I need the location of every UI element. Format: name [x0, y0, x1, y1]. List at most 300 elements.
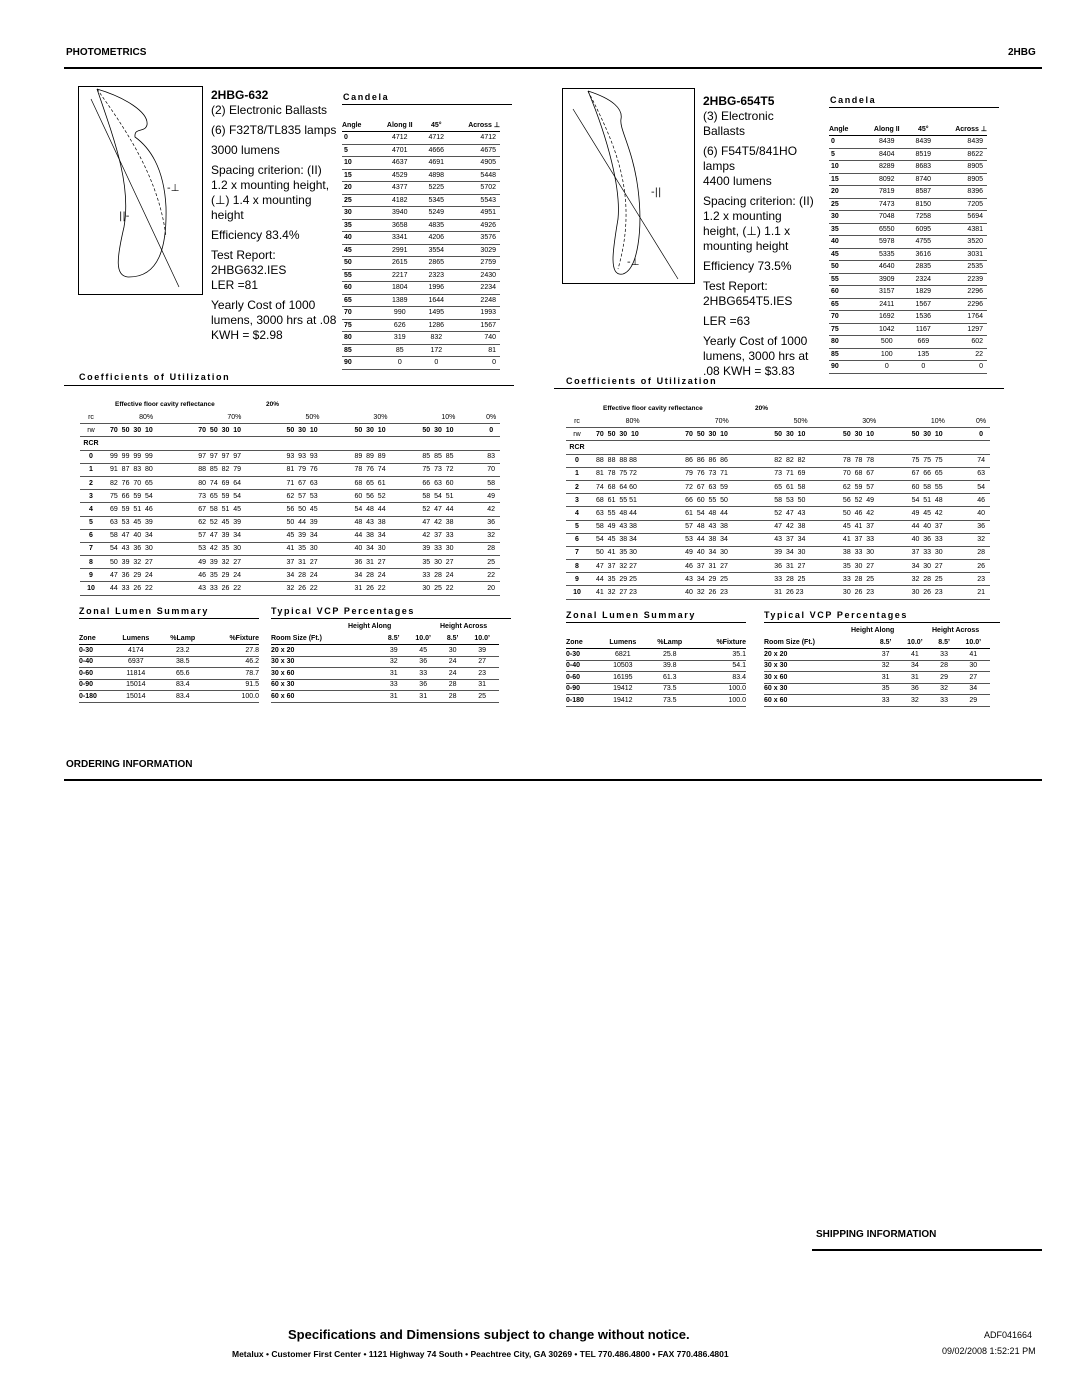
- candela-row: [829, 311, 987, 324]
- vcp-row: [271, 668, 499, 680]
- cu-values: 79 76 73 71: [677, 467, 766, 480]
- candela-value: 2217: [381, 269, 418, 282]
- candela-value: 4951: [455, 207, 500, 220]
- rc-10: 10%: [414, 411, 482, 424]
- zonal-value: 27.8: [205, 645, 259, 657]
- spec-lamps: (6) F54T5/841HO lamps: [703, 144, 798, 173]
- zonal-zone: 0-30: [79, 645, 111, 657]
- candela-row: [342, 344, 500, 357]
- candela-value: 8622: [942, 148, 987, 161]
- vcp-value: 27: [465, 656, 499, 668]
- candela-row: [342, 194, 500, 207]
- footer-address: Metalux • Customer First Center • 1121 Highway 74 South • Peachtree City, GA 30269 • TEL 770.486.4800 • FAX 770.486.4801: [232, 1349, 729, 1359]
- vcp-room-size: 60 x 60: [764, 695, 873, 707]
- zonal-value: 83.4: [692, 672, 746, 684]
- cu-values: 75 66 59 54: [102, 490, 190, 503]
- cu-values: 46 35 29 24: [190, 569, 278, 582]
- vcp-row: [764, 649, 990, 661]
- cu-values: 68 61 55 51: [588, 494, 677, 507]
- rc-10: 10%: [904, 415, 973, 428]
- rw-30: 50 30 10: [835, 428, 904, 441]
- cu-row: [80, 516, 500, 529]
- doc-id: ADF041664: [984, 1330, 1033, 1340]
- candela-value: 8150: [905, 198, 941, 211]
- cu-rcr: 6: [80, 529, 102, 542]
- cu-rcr: 3: [80, 490, 102, 503]
- vcp-value: 31: [406, 691, 440, 703]
- distribution-diagram: [562, 88, 695, 284]
- cu-rcr: 9: [80, 569, 102, 582]
- candela-value: 990: [381, 307, 418, 320]
- candela-angle: 45: [342, 244, 381, 257]
- candela-row: [342, 269, 500, 282]
- candela-row: [342, 244, 500, 257]
- unit-specs: [211, 88, 337, 343]
- header-rule: [64, 67, 1042, 69]
- spec-test-report: Test Report: 2HBG632.IES: [211, 248, 287, 277]
- cu-values: 41 32 27 23: [588, 586, 677, 599]
- cu-values: 54 48 44: [346, 503, 414, 516]
- vcp-value: 41: [957, 649, 990, 661]
- zonal-zone: 0-180: [79, 691, 111, 703]
- candela-value: 8439: [942, 136, 987, 149]
- candela-value: 1567: [455, 319, 500, 332]
- candela-value: 0: [868, 361, 905, 374]
- cu-values: 36 31 27: [766, 560, 835, 573]
- vcp-value: 31: [381, 691, 406, 703]
- candela-row: [342, 332, 500, 345]
- candela-angle: 0: [829, 136, 868, 149]
- zonal-table: [79, 633, 259, 703]
- cu-values: 36: [972, 520, 990, 533]
- cu-effective-pct: 20%: [266, 401, 280, 408]
- rc-70: 70%: [190, 411, 278, 424]
- zonal-value: 61.3: [647, 672, 692, 684]
- rw-0: 0: [972, 428, 990, 441]
- candela-angle: 35: [829, 223, 868, 236]
- cu-values: 63: [972, 467, 990, 480]
- spec-ballasts: (3) Electronic Ballasts: [703, 109, 774, 138]
- col-fixture: %Fixture: [205, 633, 259, 645]
- cu-row: [566, 494, 990, 507]
- spec-lumens: 4400 lumens: [703, 174, 772, 188]
- candela-value: 6095: [905, 223, 941, 236]
- candela-row: [342, 207, 500, 220]
- zonal-value: 15014: [111, 679, 160, 691]
- zonal-value: 78.7: [205, 668, 259, 680]
- candela-row: [829, 148, 987, 161]
- cu-row: [566, 560, 990, 573]
- zonal-row: [79, 645, 259, 657]
- cu-values: 78 76 74: [346, 463, 414, 476]
- cu-values: 53 42 35 30: [190, 542, 278, 555]
- cu-values: 43 34 29 25: [677, 573, 766, 586]
- vcp-room-size: 60 x 30: [764, 683, 873, 695]
- candela-value: 3576: [455, 232, 500, 245]
- cu-values: 31 26 23: [766, 586, 835, 599]
- cu-values: 88 85 82 79: [190, 463, 278, 476]
- zonal-value: 65.6: [160, 668, 205, 680]
- candela-value: 4377: [381, 182, 418, 195]
- rc-label: rc: [80, 411, 102, 424]
- cu-values: 36: [482, 516, 500, 529]
- cu-values: 86 86 86 86: [677, 454, 766, 467]
- rc-30: 30%: [835, 415, 904, 428]
- zonal-value: 54.1: [692, 660, 746, 672]
- vcp-value: 24: [440, 668, 465, 680]
- candela-title: Candela: [830, 95, 877, 105]
- vcp-value: 23: [465, 668, 499, 680]
- distribution-diagram: [78, 86, 203, 295]
- candela-value: 5543: [455, 194, 500, 207]
- col-across-10: 10.0’: [957, 637, 990, 649]
- vcp-row: [271, 679, 499, 691]
- footer-notice: Specifications and Dimensions subject to change without notice.: [288, 1327, 690, 1342]
- cu-rcr: 8: [566, 560, 588, 573]
- zonal-row: [79, 668, 259, 680]
- candela-angle: 60: [829, 286, 868, 299]
- cu-row: [80, 542, 500, 555]
- cu-values: 61 54 48 44: [677, 507, 766, 520]
- rcr-label: RCR: [80, 437, 102, 450]
- candela-value: 2865: [418, 257, 454, 270]
- cu-row: [566, 520, 990, 533]
- candela-value: 3658: [381, 219, 418, 232]
- zonal-zone: 0-180: [566, 695, 598, 707]
- vcp-height-along: Height Along: [348, 623, 392, 630]
- shipping-rule: [812, 1249, 1042, 1251]
- cu-values: 40 34 30: [346, 542, 414, 555]
- vcp-value: 29: [932, 672, 957, 684]
- candela-value: 4666: [418, 144, 454, 157]
- cu-values: 37 33 30: [904, 546, 973, 559]
- candela-angle: 15: [342, 169, 381, 182]
- zonal-row: [566, 649, 746, 661]
- candela-value: 7258: [905, 211, 941, 224]
- candela-value: 7205: [942, 198, 987, 211]
- candela-value: 4529: [381, 169, 418, 182]
- vcp-value: 36: [406, 679, 440, 691]
- candela-value: 2759: [455, 257, 500, 270]
- rw-30: 50 30 10: [346, 424, 414, 437]
- candela-row: [342, 232, 500, 245]
- cu-rcr: 6: [566, 533, 588, 546]
- candela-value: 5702: [455, 182, 500, 195]
- zonal-value: 73.5: [647, 695, 692, 707]
- vcp-value: 29: [957, 695, 990, 707]
- vcp-room-size: 30 x 60: [271, 668, 381, 680]
- vcp-room-size: 20 x 20: [271, 645, 381, 657]
- spec-efficiency: Efficiency 73.5%: [703, 259, 792, 273]
- vcp-room-size: 20 x 20: [764, 649, 873, 661]
- cu-values: 42: [482, 503, 500, 516]
- cu-values: 33 28 25: [835, 573, 904, 586]
- cu-values: 45 41 37: [835, 520, 904, 533]
- rc-0: 0%: [482, 411, 500, 424]
- cu-row: [80, 582, 500, 595]
- candela-angle: 90: [342, 357, 381, 370]
- spec-yearly-cost: Yearly Cost of 1000 lumens, 3000 hrs at .08 KWH = $2.98: [211, 298, 337, 342]
- candela-value: 7473: [868, 198, 905, 211]
- cu-values: 60 56 52: [346, 490, 414, 503]
- candela-angle: 30: [342, 207, 381, 220]
- zonal-row: [566, 672, 746, 684]
- col-angle: Angle: [829, 123, 868, 136]
- col-across-85: 8.5’: [440, 633, 465, 645]
- cu-values: 57 47 39 34: [190, 529, 278, 542]
- cu-rcr: 10: [80, 582, 102, 595]
- cu-values: 73 65 59 54: [190, 490, 278, 503]
- candela-angle: 45: [829, 248, 868, 261]
- vcp-value: 24: [440, 656, 465, 668]
- candela-value: 3029: [455, 244, 500, 257]
- cu-row: [80, 569, 500, 582]
- candela-value: 319: [381, 332, 418, 345]
- zonal-value: 91.5: [205, 679, 259, 691]
- cu-values: 69 59 51 46: [102, 503, 190, 516]
- cu-row: [566, 507, 990, 520]
- zonal-zone: 0-60: [79, 668, 111, 680]
- cu-title: Coefficients of Utilization: [79, 372, 231, 382]
- zonal-value: 46.2: [205, 656, 259, 668]
- zonal-table: [566, 637, 746, 707]
- cu-row: [566, 546, 990, 559]
- unit-model: 2HBG-654T5: [703, 94, 775, 108]
- candela-value: 2323: [418, 269, 454, 282]
- candela-angle: 0: [342, 132, 381, 145]
- candela-value: 0: [418, 357, 454, 370]
- vcp-value: 41: [898, 649, 931, 661]
- candela-value: 3940: [381, 207, 418, 220]
- vcp-value: 30: [957, 660, 990, 672]
- candela-row: [829, 173, 987, 186]
- candela-row: [829, 236, 987, 249]
- cu-values: 42 37 33: [414, 529, 482, 542]
- vcp-row: [764, 695, 990, 707]
- candela-value: 1167: [905, 323, 941, 336]
- candela-value: 602: [942, 336, 987, 349]
- candela-value: 4898: [418, 169, 454, 182]
- cu-values: 36 31 27: [346, 556, 414, 569]
- spec-lumens: 3000 lumens: [211, 143, 280, 157]
- spec-ler: LER =81: [211, 278, 259, 292]
- zonal-title: Zonal Lumen Summary: [566, 610, 696, 620]
- cu-values: 33 28 24: [414, 569, 482, 582]
- unit-model: 2HBG-632: [211, 88, 269, 102]
- candela-value: 8683: [905, 161, 941, 174]
- zonal-zone: 0-30: [566, 649, 598, 661]
- candela-value: 5249: [418, 207, 454, 220]
- cu-row: [80, 556, 500, 569]
- candela-angle: 80: [342, 332, 381, 345]
- cu-values: 39 33 30: [414, 542, 482, 555]
- col-along-85: 8.5’: [381, 633, 406, 645]
- model-code: 2HBG: [1008, 47, 1036, 58]
- cu-values: 21: [972, 586, 990, 599]
- rw-50: 50 30 10: [766, 428, 835, 441]
- vcp-height-across: Height Across: [440, 623, 488, 630]
- candela-value: 1495: [418, 307, 454, 320]
- candela-angle: 20: [829, 186, 868, 199]
- vcp-value: 30: [440, 645, 465, 657]
- cu-values: 81 79 76: [279, 463, 347, 476]
- cu-values: 41 37 33: [835, 533, 904, 546]
- candela-angle: 50: [829, 261, 868, 274]
- cu-row: [80, 529, 500, 542]
- zonal-value: 10503: [598, 660, 647, 672]
- candela-value: 8905: [942, 173, 987, 186]
- spec-yearly-cost: Yearly Cost of 1000 lumens, 3000 hrs at .08 KWH = $3.83: [703, 334, 809, 378]
- zonal-zone: 0-60: [566, 672, 598, 684]
- cu-values: 44 38 34: [346, 529, 414, 542]
- vcp-table: [764, 637, 990, 707]
- candela-value: 0: [905, 361, 941, 374]
- candela-value: 1829: [905, 286, 941, 299]
- spec-lamps: (6) F32T8/TL835 lamps: [211, 123, 337, 137]
- col-lumens: Lumens: [598, 637, 647, 649]
- col-zone: Zone: [566, 637, 598, 649]
- candela-angle: 25: [342, 194, 381, 207]
- candela-value: 626: [381, 319, 418, 332]
- col-across-85: 8.5’: [932, 637, 957, 649]
- cu-values: 67 58 51 45: [190, 503, 278, 516]
- cu-table: [80, 411, 500, 596]
- vcp-table: [271, 633, 499, 703]
- cu-row: [80, 463, 500, 476]
- cu-values: 26: [972, 560, 990, 573]
- rc-0: 0%: [972, 415, 990, 428]
- ordering-title: ORDERING INFORMATION: [66, 759, 193, 770]
- candela-angle: 80: [829, 336, 868, 349]
- cu-values: 44 33 26 22: [102, 582, 190, 595]
- candela-row: [829, 198, 987, 211]
- candela-angle: 65: [829, 298, 868, 311]
- cu-values: 66 63 60: [414, 476, 482, 489]
- cu-values: 54 51 48: [904, 494, 973, 507]
- rw-50: 50 30 10: [279, 424, 347, 437]
- zonal-value: 73.5: [647, 683, 692, 695]
- vcp-row: [764, 672, 990, 684]
- vcp-value: 33: [406, 668, 440, 680]
- candela-value: 7048: [868, 211, 905, 224]
- zonal-value: 100.0: [692, 683, 746, 695]
- candela-row: [342, 257, 500, 270]
- cu-values: 58 47 40 34: [102, 529, 190, 542]
- candela-row: [342, 219, 500, 232]
- vcp-value: 25: [465, 691, 499, 703]
- cu-values: 75 73 72: [414, 463, 482, 476]
- svg-text:||-: ||-: [119, 211, 130, 222]
- col-along-85: 8.5’: [873, 637, 898, 649]
- cu-row: [80, 450, 500, 463]
- svg-text:-||: -||: [651, 187, 662, 198]
- vcp-value: 32: [873, 660, 898, 672]
- cu-values: 28: [482, 542, 500, 555]
- cu-values: 49 39 32 27: [190, 556, 278, 569]
- vcp-value: 32: [898, 695, 931, 707]
- vcp-value: 31: [381, 668, 406, 680]
- candela-value: 1536: [905, 311, 941, 324]
- cu-values: 40: [972, 507, 990, 520]
- rc-80: 80%: [588, 415, 677, 428]
- cu-table: [566, 415, 990, 600]
- candela-value: 85: [381, 344, 418, 357]
- zonal-value: 11814: [111, 668, 160, 680]
- cu-values: 54: [972, 480, 990, 493]
- candela-value: 4675: [455, 144, 500, 157]
- shipping-title: SHIPPING INFORMATION: [816, 1229, 937, 1240]
- vcp-height-along: Height Along: [851, 627, 895, 634]
- cu-values: 39 34 30: [766, 546, 835, 559]
- cu-row: [80, 476, 500, 489]
- cu-values: 50 44 39: [279, 516, 347, 529]
- candela-angle: 90: [829, 361, 868, 374]
- candela-value: 2411: [868, 298, 905, 311]
- candela-angle: 15: [829, 173, 868, 186]
- candela-value: 1567: [905, 298, 941, 311]
- cu-values: 58 54 51: [414, 490, 482, 503]
- candela-angle: 85: [829, 348, 868, 361]
- cu-values: 62 59 57: [835, 480, 904, 493]
- candela-value: 4755: [905, 236, 941, 249]
- candela-row: [342, 169, 500, 182]
- cu-values: 43 33 26 22: [190, 582, 278, 595]
- zonal-value: 6937: [111, 656, 160, 668]
- zonal-value: 83.4: [160, 679, 205, 691]
- cu-values: 46 37 31 27: [677, 560, 766, 573]
- cu-values: 85 85 85: [414, 450, 482, 463]
- zonal-value: 25.8: [647, 649, 692, 661]
- cu-rcr: 7: [80, 542, 102, 555]
- cu-values: 47 36 29 24: [102, 569, 190, 582]
- candela-value: 3157: [868, 286, 905, 299]
- candela-row: [829, 248, 987, 261]
- candela-title: Candela: [343, 92, 390, 102]
- candela-value: 2234: [455, 282, 500, 295]
- vcp-room-size: 30 x 30: [764, 660, 873, 672]
- spec-ler: LER =63: [703, 314, 751, 328]
- col-across: Across ⊥: [455, 119, 500, 132]
- candela-row: [829, 336, 987, 349]
- col-zone: Zone: [79, 633, 111, 645]
- candela-value: 0: [942, 361, 987, 374]
- vcp-value: 32: [932, 683, 957, 695]
- cu-values: 70 68 67: [835, 467, 904, 480]
- candela-row: [829, 261, 987, 274]
- candela-value: 4691: [418, 157, 454, 170]
- col-across: Across ⊥: [942, 123, 987, 136]
- cu-values: 72 67 63 59: [677, 480, 766, 493]
- candela-value: 2835: [905, 261, 941, 274]
- candela-value: 135: [905, 348, 941, 361]
- candela-value: 8740: [905, 173, 941, 186]
- cu-values: 74 68 64 60: [588, 480, 677, 493]
- candela-value: 1644: [418, 294, 454, 307]
- cu-values: 80 74 69 64: [190, 476, 278, 489]
- zonal-zone: 0-40: [79, 656, 111, 668]
- rw-10: 50 30 10: [904, 428, 973, 441]
- cu-values: 33 28 25: [766, 573, 835, 586]
- cu-values: 78 78 78: [835, 454, 904, 467]
- cu-values: 58: [482, 476, 500, 489]
- cu-row: [566, 454, 990, 467]
- cu-values: 49: [482, 490, 500, 503]
- cu-values: 81 78 75 72: [588, 467, 677, 480]
- candela-value: 8404: [868, 148, 905, 161]
- vcp-room-size: 30 x 30: [271, 656, 381, 668]
- unit-specs: [703, 94, 819, 379]
- rc-30: 30%: [346, 411, 414, 424]
